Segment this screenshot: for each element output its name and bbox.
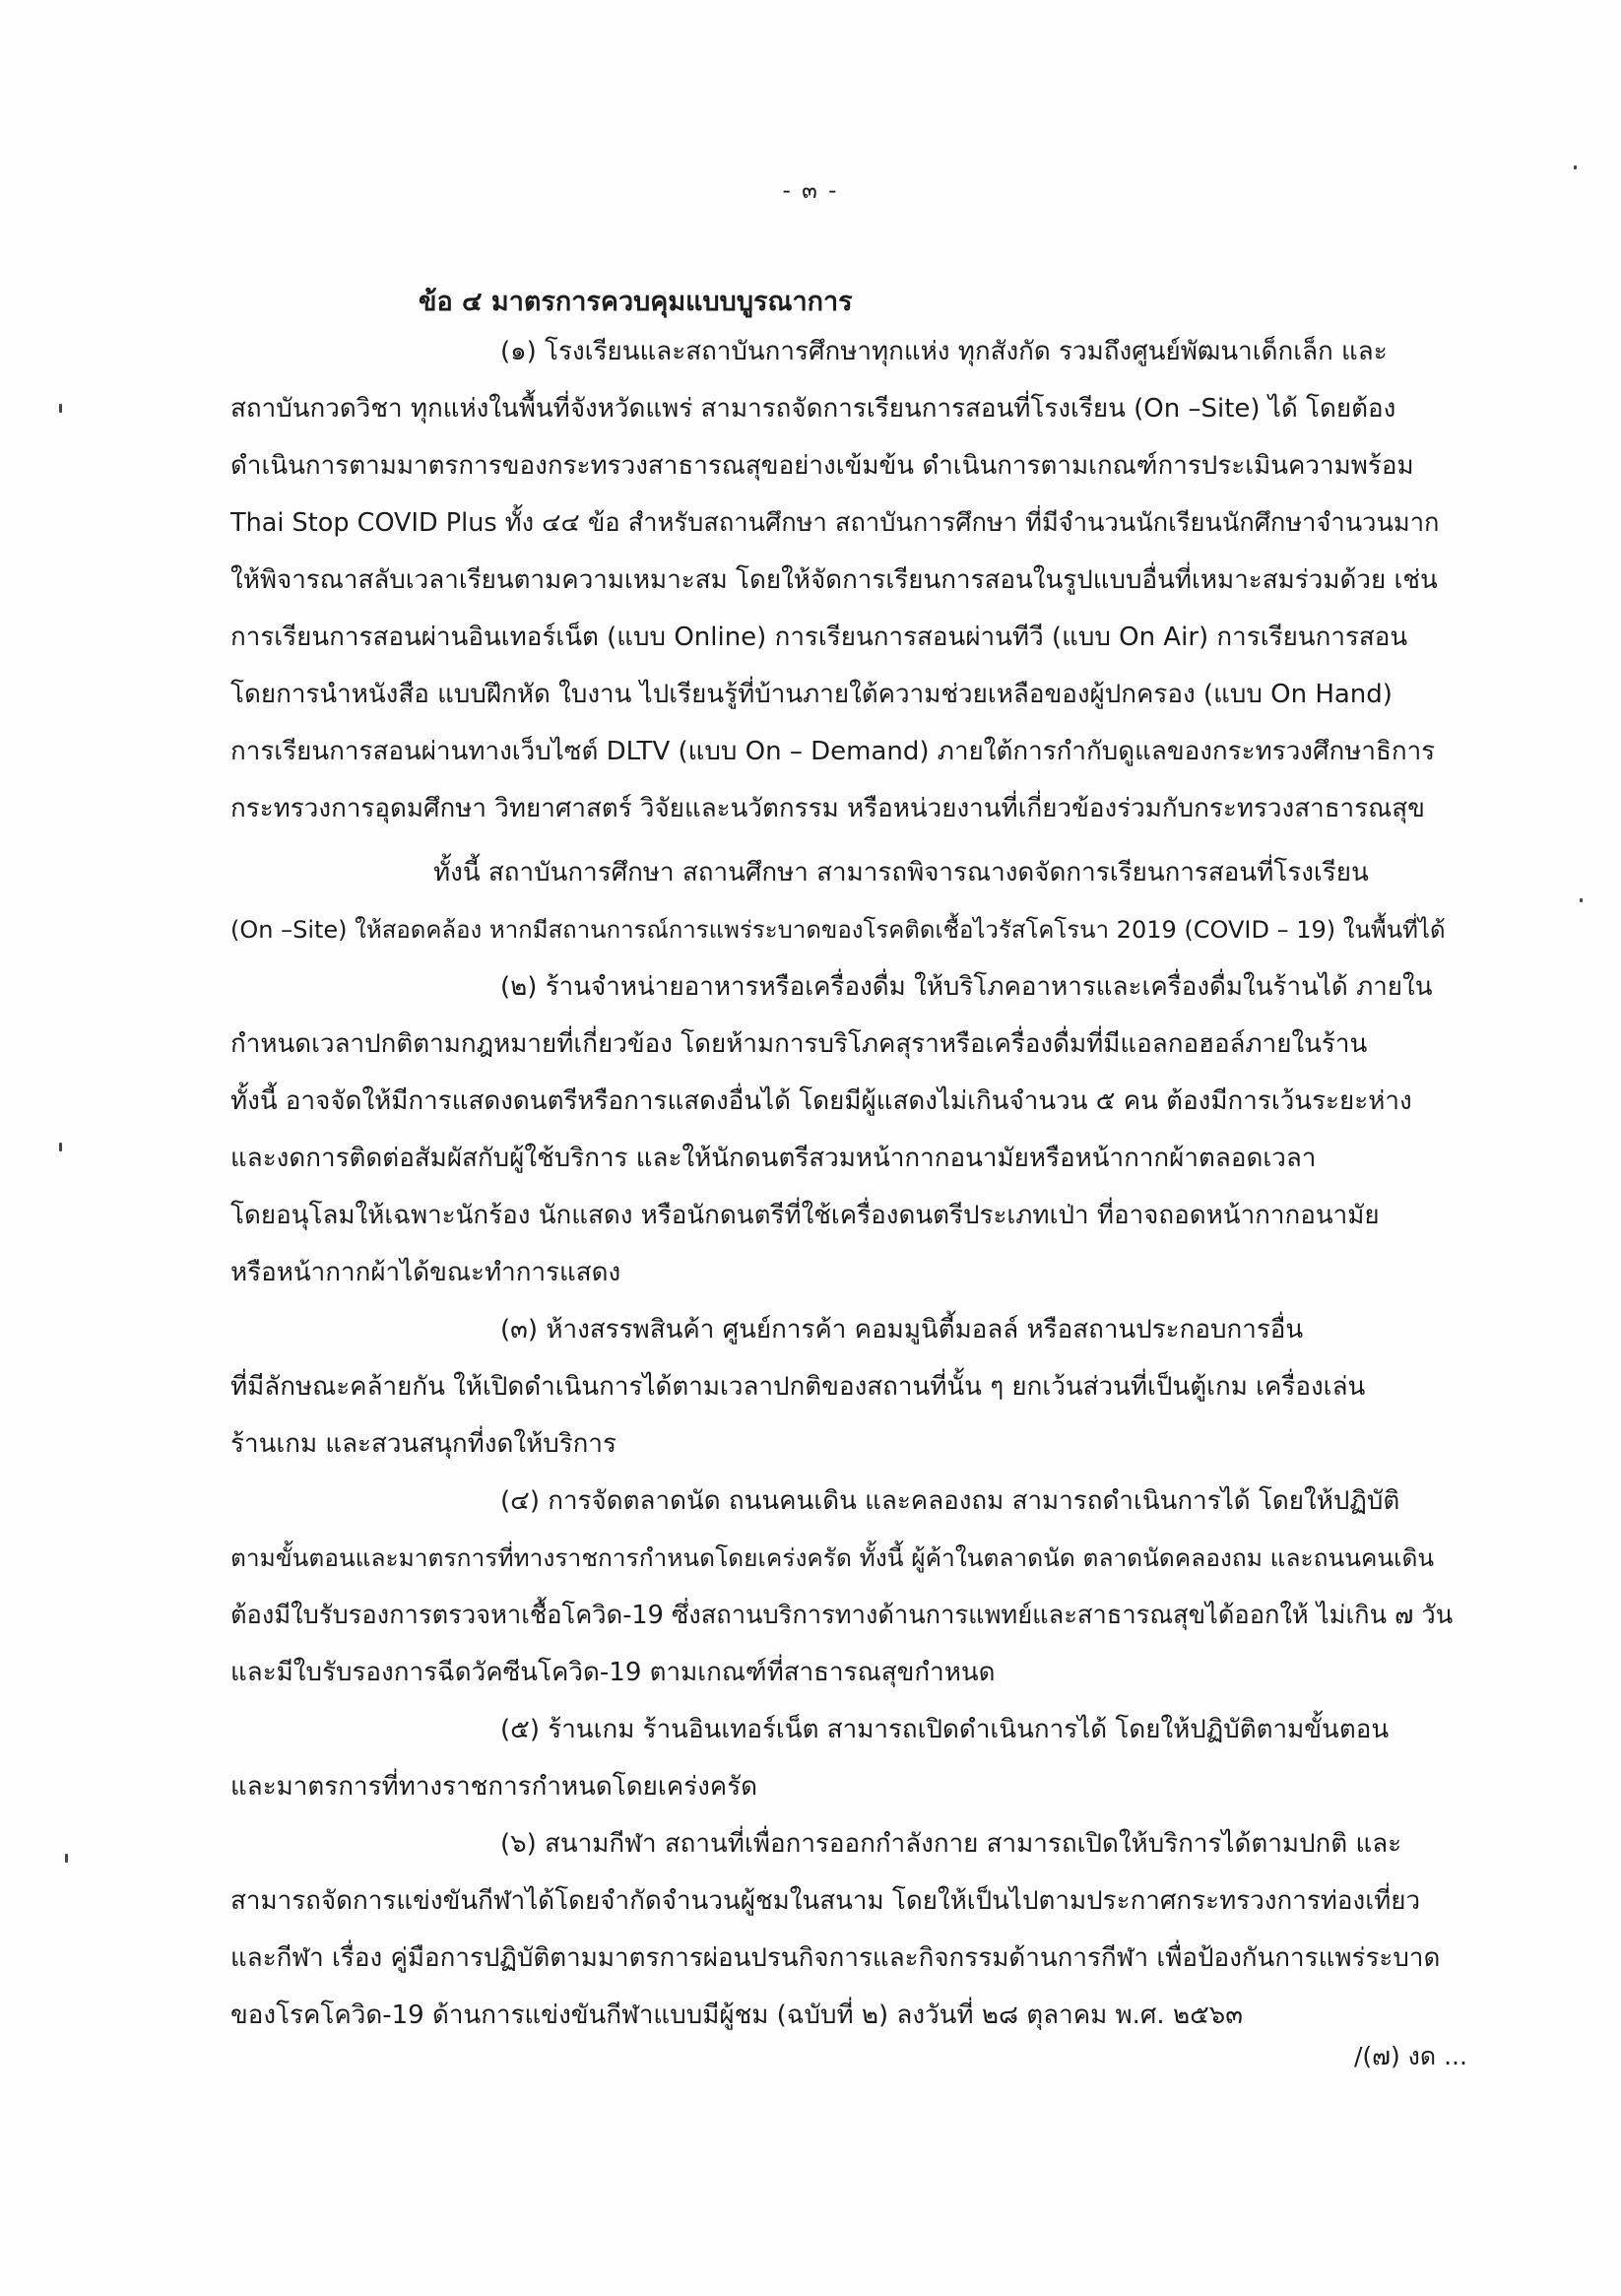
paragraph-line: และมาตรการที่ทางราชการกำหนดโดยเคร่งครัด — [230, 1772, 758, 1802]
paragraph-line: ที่มีลักษณะคล้ายกัน ให้เปิดดำเนินการได้ตามเวลาปกติของสถานที่นั้น ๆ ยกเว้นส่วนที่เป็นตู้เกม เครื่องเล่น — [230, 1372, 1366, 1402]
section-heading: ข้อ ๔ มาตรการควบคุมแบบบูรณาการ — [419, 287, 853, 317]
scan-speck — [1574, 165, 1577, 169]
paragraph-line: ของโรคโควิด-19 ด้านการแข่งขันกีฬาแบบมีผู้ชม (ฉบับที่ ๒) ลงวันที่ ๒๘ ตุลาคม พ.ศ. ๒๕๖๓ — [230, 2001, 1244, 2030]
paragraph-line: กระทรวงการอุดมศึกษา วิทยาศาสตร์ วิจัยและนวัตกรรม หรือหน่วยงานที่เกี่ยวข้องร่วมกับกระทรวงสาธารณสุข — [230, 794, 1425, 823]
continuation-marker: /(๗) งด ... — [1354, 2042, 1467, 2070]
paragraph-line: ต้องมีใบรับรองการตรวจหาเชื้อโควิด-19 ซึ่งสถานบริการทางด้านการแพทย์และสาธารณสุขได้ออกให้ ไม่เกิน ๗ วัน — [230, 1601, 1454, 1630]
paragraph-line: และมีใบรับรองการฉีดวัคซีนโควิด-19 ตามเกณฑ์ที่สาธารณสุขกำหนด — [230, 1658, 996, 1687]
paragraph-line: (๒) ร้านจำหน่ายอาหารหรือเครื่องดื่ม ให้บริโภคอาหารและเครื่องดื่มในร้านได้ ภายใน — [500, 972, 1433, 1002]
paragraph-line: Thai Stop COVID Plus ทั้ง ๔๔ ข้อ สำหรับสถานศึกษา สถาบันการศึกษา ที่มีจำนวนนักเรียนนักศึกษาจำนวนมาก — [230, 508, 1440, 538]
paragraph-line: ตามขั้นตอนและมาตรการที่ทางราชการกำหนดโดยเคร่งครัด ทั้งนี้ ผู้ค้าในตลาดนัด ตลาดนัดคลองถม และถนนคนเดิน — [230, 1543, 1435, 1572]
paragraph-line: การเรียนการสอนผ่านอินเทอร์เน็ต (แบบ Online) การเรียนการสอนผ่านทีวี (แบบ On Air) การเรียนการสอน — [230, 623, 1408, 652]
paragraph-line: กำหนดเวลาปกติตามกฎหมายที่เกี่ยวข้อง โดยห้ามการบริโภคสุราหรือเครื่องดื่มที่มีแอลกอฮอล์ภายในร้าน — [230, 1029, 1368, 1059]
paragraph-line: สถาบันกวดวิชา ทุกแห่งในพื้นที่จังหวัดแพร่ สามารถจัดการเรียนการสอนที่โรงเรียน (On –Site) ได้ โดยต้อง — [230, 394, 1396, 424]
page-number: - ๓ - — [782, 178, 839, 204]
paragraph-line: (๔) การจัดตลาดนัด ถนนคนเดิน และคลองถม สามารถดำเนินการได้ โดยให้ปฏิบัติ — [500, 1486, 1400, 1516]
paragraph-line: (On –Site) ให้สอดคล้อง หากมีสถานการณ์การแพร่ระบาดของโรคติดเชื้อไวรัสโคโรนา 2019 (COVID – 19) ในพื้นที่ได้ — [230, 916, 1446, 944]
scan-speck — [59, 1143, 62, 1151]
paragraph-line: และกีฬา เรื่อง คู่มือการปฏิบัติตามมาตรการผ่อนปรนกิจการและกิจกรรมด้านการกีฬา เพื่อป้องกันการแพร่ระบาด — [230, 1943, 1441, 1973]
scan-speck — [59, 404, 62, 413]
paragraph-line: โดยการนำหนังสือ แบบฝึกหัด ใบงาน ไปเรียนรู้ที่บ้านภายใต้ความช่วยเหลือของผู้ปกครอง (แบบ On Hand) — [230, 680, 1393, 709]
paragraph-line: (๕) ร้านเกม ร้านอินเทอร์เน็ต สามารถเปิดดำเนินการได้ โดยให้ปฏิบัติตามขั้นตอน — [500, 1715, 1390, 1744]
paragraph-line: ทั้งนี้ อาจจัดให้มีการแสดงดนตรีหรือการแสดงอื่นได้ โดยมีผู้แสดงไม่เกินจำนวน ๕ คน ต้องมีการเว้นระยะห่าง — [230, 1086, 1412, 1116]
paragraph-line: (๖) สนามกีฬา สถานที่เพื่อการออกกำลังกาย สามารถเปิดให้บริการได้ตามปกติ และ — [500, 1829, 1402, 1859]
paragraph-line: โดยอนุโลมให้เฉพาะนักร้อง นักแสดง หรือนักดนตรีที่ใช้เครื่องดนตรีประเภทเป่า ที่อาจถอดหน้ากากอนามัย — [230, 1201, 1380, 1230]
paragraph-line: การเรียนการสอนผ่านทางเว็บไซต์ DLTV (แบบ On – Demand) ภายใต้การกำกับดูแลของกระทรวงศึกษาธิการ — [230, 737, 1436, 766]
paragraph-line: (๓) ห้างสรรพสินค้า ศูนย์การค้า คอมมูนิตี้มอลล์ หรือสถานประกอบการอื่น — [500, 1315, 1304, 1345]
paragraph-line: และงดการติดต่อสัมผัสกับผู้ใช้บริการ และให้นักดนตรีสวมหน้ากากอนามัยหรือหน้ากากผ้าตลอดเวลา — [230, 1144, 1317, 1173]
paragraph-line: ให้พิจารณาสลับเวลาเรียนตามความเหมาะสม โดยให้จัดการเรียนการสอนในรูปแบบอื่นที่เหมาะสมร่วมด้วย เช่น — [230, 565, 1438, 595]
scan-speck — [1580, 898, 1583, 902]
paragraph-line: ดำเนินการตามมาตรการของกระทรวงสาธารณสุขอย่างเข้มข้น ดำเนินการตามเกณฑ์การประเมินความพร้อม — [230, 451, 1414, 481]
paragraph-line: ทั้งนี้ สถาบันการศึกษา สถานศึกษา สามารถพิจารณางดจัดการเรียนการสอนที่โรงเรียน — [433, 858, 1369, 887]
paragraph-line: สามารถจัดการแข่งขันกีฬาได้โดยจำกัดจำนวนผู้ชมในสนาม โดยให้เป็นไปตามประกาศกระทรวงการท่องเที่ยว — [230, 1886, 1421, 1916]
scan-speck — [65, 1854, 68, 1863]
paragraph-line: (๑) โรงเรียนและสถาบันการศึกษาทุกแห่ง ทุกสังกัด รวมถึงศูนย์พัฒนาเด็กเล็ก และ — [500, 337, 1388, 366]
paragraph-line: ร้านเกม และสวนสนุกที่งดให้บริการ — [230, 1429, 616, 1459]
paragraph-line: หรือหน้ากากผ้าได้ขณะทำการแสดง — [230, 1258, 621, 1287]
